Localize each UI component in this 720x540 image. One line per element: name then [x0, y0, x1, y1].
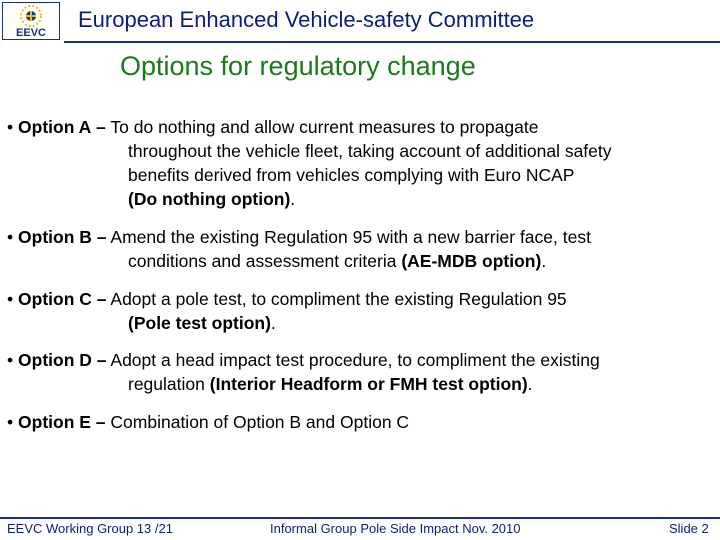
slide-header [0, 0, 720, 42]
bullet: • [7, 289, 14, 309]
option-name: (Interior Headform or FMH test option) [209, 374, 528, 394]
option-label: Option C [18, 289, 92, 309]
bullet: • [7, 412, 14, 432]
option-end: . [270, 313, 276, 333]
option-dash: – [96, 227, 107, 247]
option-b [7, 225, 591, 273]
option-text: conditions and assessment criteria [128, 251, 397, 271]
option-text: Amend the existing Regulation 95 with a new barrier face, test [110, 227, 591, 247]
header-rule [64, 41, 720, 43]
option-end: . [527, 374, 533, 394]
bullet: • [7, 227, 14, 247]
option-text: To do nothing and allow current measures to propagate [110, 117, 539, 137]
option-name: (Do nothing option) [128, 189, 291, 209]
footer-left: EEVC Working Group 13 /21 [7, 521, 173, 536]
option-end: . [541, 251, 547, 271]
option-text: throughout the vehicle fleet, taking account of additional safety [128, 141, 612, 161]
option-text: Combination of Option B and Option C [110, 412, 410, 432]
bullet: • [7, 350, 14, 370]
option-name: (AE-MDB option) [401, 251, 542, 271]
footer-rule [0, 517, 720, 519]
option-dash: – [96, 289, 107, 309]
header-title: European Enhanced Vehicle-safety Committee [78, 7, 535, 32]
option-a [7, 115, 612, 211]
slide-number: Slide 2 [669, 521, 709, 536]
option-e [7, 410, 409, 434]
option-label: Option E [18, 412, 91, 432]
option-dash: – [95, 412, 106, 432]
eevc-logo [2, 2, 60, 40]
logo-text: EEVC [16, 27, 46, 39]
option-name: (Pole test option) [128, 313, 271, 333]
option-end: . [290, 189, 296, 209]
option-label: Option D [18, 350, 92, 370]
option-label: Option A [18, 117, 92, 137]
option-dash: – [96, 350, 107, 370]
option-d [7, 348, 600, 396]
option-c [7, 287, 567, 335]
option-text: regulation [128, 374, 205, 394]
option-label: Option B [18, 227, 92, 247]
option-text: Adopt a head impact test procedure, to compliment the existing [110, 350, 600, 370]
option-text: benefits derived from vehicles complying with Euro NCAP [128, 165, 575, 185]
slide-title: Options for regulatory change [120, 51, 476, 81]
bullet: • [7, 117, 14, 137]
option-dash: – [96, 117, 106, 137]
footer-center: Informal Group Pole Side Impact Nov. 2010 [270, 521, 521, 536]
option-text: Adopt a pole test, to compliment the existing Regulation 95 [110, 289, 567, 309]
